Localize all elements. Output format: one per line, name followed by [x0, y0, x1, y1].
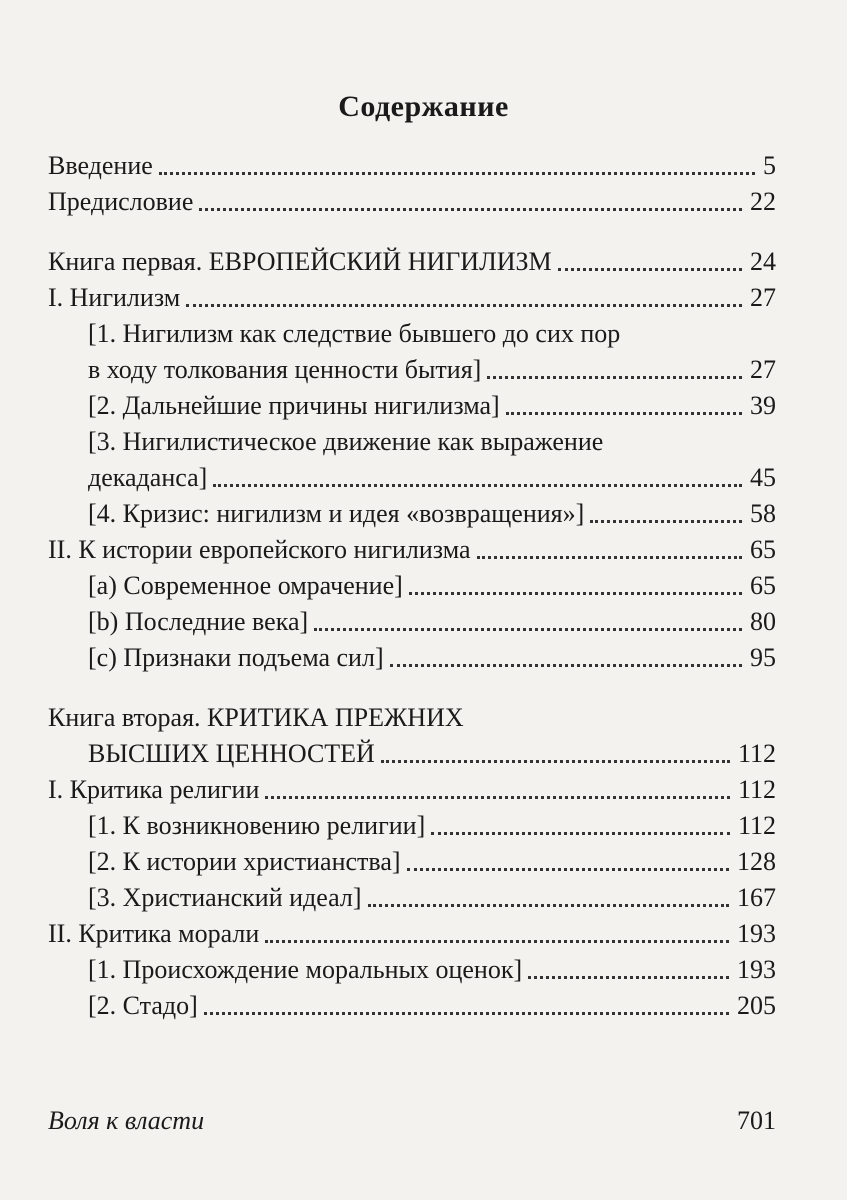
toc-entry [48, 388, 776, 424]
entry-page: 27 [750, 355, 776, 384]
toc-entry [48, 460, 776, 496]
leader-dots [199, 208, 742, 211]
entry-page: 193 [737, 919, 776, 948]
entry-page: 27 [750, 283, 776, 312]
toc-entry [48, 496, 776, 532]
part-entry [48, 280, 776, 316]
leader-dots [431, 832, 730, 835]
leader-dots [477, 556, 742, 559]
book-heading-line: Книга вторая. КРИТИКА ПРЕЖНИХ [48, 703, 464, 732]
entry-label: в ходу толкования ценности бытия] [88, 355, 482, 384]
leader-dots [409, 592, 742, 595]
entry-page: 112 [737, 811, 776, 840]
entry-page: 80 [750, 607, 776, 636]
leader-dots [368, 904, 729, 907]
entry-label: Предисловие [48, 187, 194, 216]
page-title: Содержание [338, 90, 509, 123]
leader-dots [265, 796, 730, 799]
toc-entry [48, 988, 776, 1024]
leader-dots [558, 268, 742, 271]
entry-line: [1. Нигилизм как следствие бывшего до сих пор [88, 319, 621, 348]
entry-label: [3. Христианский идеал] [88, 883, 362, 912]
leader-dots [213, 484, 742, 487]
toc-entry [48, 844, 776, 880]
part-entry [48, 916, 776, 952]
book-heading [48, 244, 776, 280]
leader-dots [159, 172, 755, 175]
part-entry [48, 772, 776, 808]
book-heading [48, 736, 776, 772]
page-footer [48, 1106, 776, 1136]
entry-page: 167 [737, 883, 776, 912]
toc-entry [48, 568, 776, 604]
entry-page: 112 [737, 739, 776, 768]
entry-page: 58 [750, 499, 776, 528]
table-of-contents [48, 148, 776, 1024]
entry-page: 205 [737, 991, 776, 1020]
entry-page: 95 [750, 643, 776, 672]
leader-dots [506, 412, 742, 415]
entry-page: 39 [750, 391, 776, 420]
entry-label: [1. К возникновению религии] [88, 811, 426, 840]
running-title: Воля к власти [48, 1106, 205, 1135]
page-number: 701 [737, 1106, 776, 1135]
entry-label: [4. Кризис: нигилизм и идея «возвращения»] [88, 499, 585, 528]
toc-entry [48, 640, 776, 676]
entry-label: II. Критика морали [48, 919, 260, 948]
leader-dots [314, 628, 742, 631]
entry-label: декаданса] [88, 463, 208, 492]
leader-dots [204, 1012, 729, 1015]
entry-page: 24 [750, 247, 776, 276]
entry-label: [2. К истории христианства] [88, 847, 401, 876]
leader-dots [590, 520, 742, 523]
toc-entry [48, 148, 776, 184]
entry-page: 45 [750, 463, 776, 492]
toc-entry [48, 184, 776, 220]
entry-page: 22 [750, 187, 776, 216]
entry-label: [1. Происхождение моральных оценок] [88, 955, 523, 984]
leader-dots [487, 376, 742, 379]
entry-label: Введение [48, 151, 153, 180]
entry-label: [2. Дальнейшие причины нигилизма] [88, 391, 500, 420]
toc-entry [48, 352, 776, 388]
leader-dots [390, 664, 742, 667]
toc-entry [48, 604, 776, 640]
entry-page: 65 [750, 535, 776, 564]
entry-line: [3. Нигилистическое движение как выражение [88, 427, 604, 456]
leader-dots [186, 304, 742, 307]
entry-label: [b) Последние века] [88, 607, 309, 636]
entry-label: I. Критика религии [48, 775, 260, 804]
entry-page: 128 [737, 847, 776, 876]
entry-label: [2. Стадо] [88, 991, 198, 1020]
part-entry [48, 532, 776, 568]
entry-page: 65 [750, 571, 776, 600]
toc-entry [48, 880, 776, 916]
leader-dots [265, 940, 729, 943]
entry-label: II. К истории европейского нигилизма [48, 535, 471, 564]
entry-label: ВЫСШИХ ЦЕННОСТЕЙ [88, 739, 375, 768]
entry-label: [a) Современное омрачение] [88, 571, 403, 600]
toc-entry [48, 808, 776, 844]
entry-label: [c) Признаки подъема сил] [88, 643, 384, 672]
entry-page: 5 [763, 151, 776, 180]
entry-label: I. Нигилизм [48, 283, 181, 312]
entry-page: 112 [737, 775, 776, 804]
entry-page: 193 [737, 955, 776, 984]
leader-dots [528, 976, 729, 979]
leader-dots [407, 868, 729, 871]
toc-entry [48, 952, 776, 988]
entry-label: Книга первая. ЕВРОПЕЙСКИЙ НИГИЛИЗМ [48, 247, 552, 276]
leader-dots [381, 760, 730, 763]
